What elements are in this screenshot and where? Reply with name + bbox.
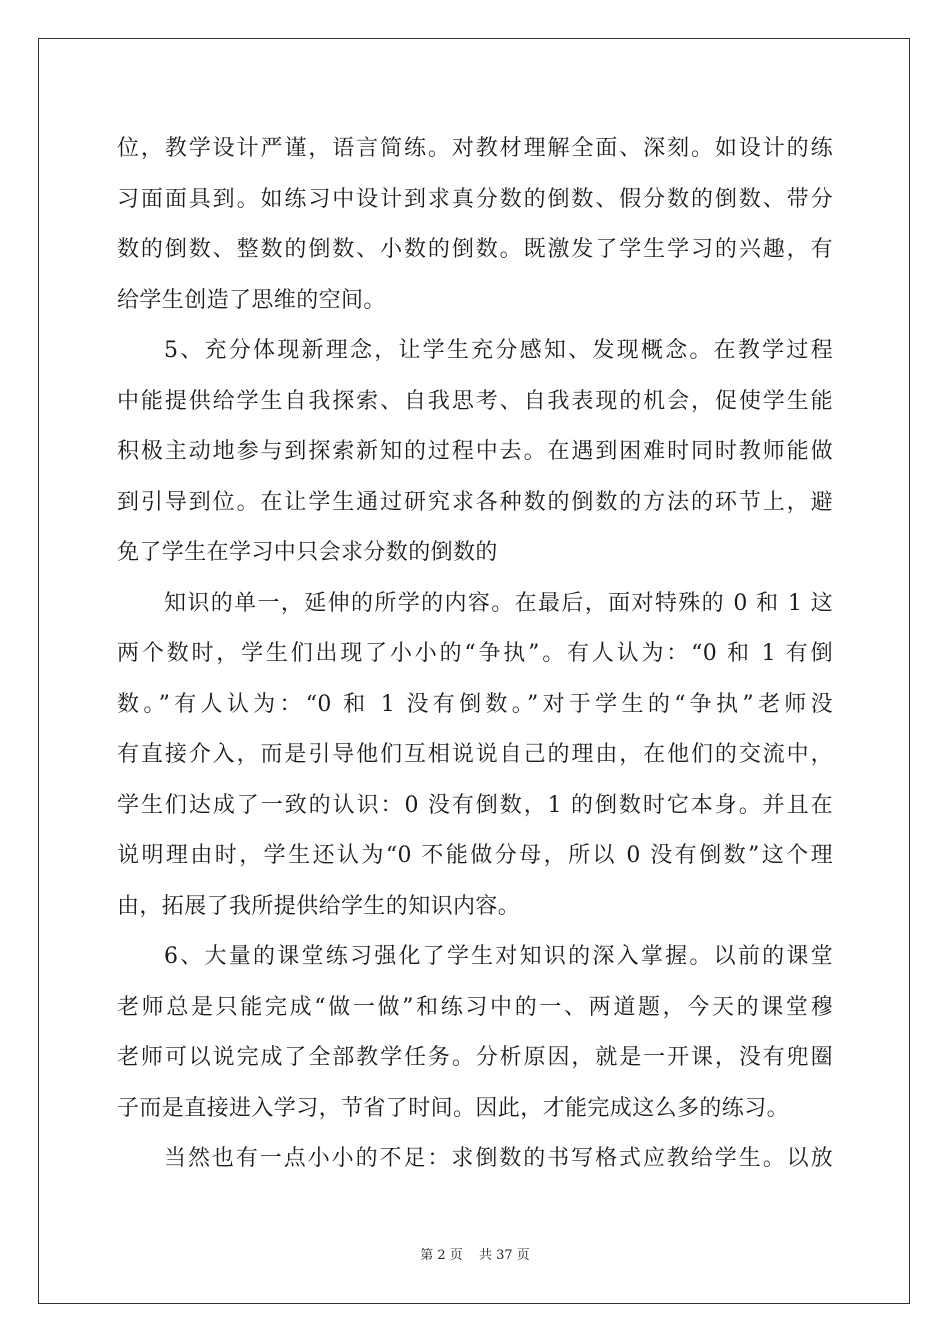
text-line: 由，拓展了我所提供给学生的知识内容。 xyxy=(117,893,521,919)
page-footer xyxy=(0,1244,950,1263)
text-line: 数。”有人认为：“0 和 1 没有倒数。”对于学生的“争执”老师没 xyxy=(117,691,833,717)
text-line: 老师可以说完成了全部教学任务。分析原因，就是一开课，没有兜圈 xyxy=(117,1045,833,1070)
text-line: 数的倒数、整数的倒数、小数的倒数。既激发了学生学习的兴趣，有 xyxy=(117,237,833,262)
text-line: 老师总是只能完成“做一做”和练习中的一、两道题，今天的课堂穆 xyxy=(117,994,833,1020)
text-line: 积极主动地参与到探索新知的过程中去。在遇到困难时同时教师能做 xyxy=(117,439,833,464)
text-line: 给学生创造了思维的空间。 xyxy=(117,287,386,313)
page-total: 共 37 页 xyxy=(478,1248,530,1263)
text-line: 当然也有一点小小的不足：求倒数的书写格式应教给学生。以放 xyxy=(164,1146,833,1171)
page-number: 第 2 页 xyxy=(420,1248,463,1263)
text-line: 说明理由时，学生还认为“0 不能做分母，所以 0 没有倒数”这个理 xyxy=(117,843,833,868)
text-line: 学生们达成了一致的认识：0 没有倒数，1 的倒数时它本身。并且在 xyxy=(117,792,833,818)
text-line: 中能提供给学生自我探索、自我思考、自我表现的机会，促使学生能 xyxy=(117,388,833,414)
text-line: 有直接介入，而是引导他们互相说说自己的理由，在他们的交流中， xyxy=(117,742,833,767)
text-line: 到引导到位。在让学生通过研究求各种数的倒数的方法的环节上，避 xyxy=(117,489,833,515)
text-line: 两个数时，学生们出现了小小的“争执”。有人认为：“0 和 1 有倒 xyxy=(117,641,833,666)
text-line: 知识的单一，延伸的所学的内容。在最后，面对特殊的 0 和 1 这 xyxy=(164,590,833,616)
document-body xyxy=(117,124,833,1185)
text-line: 6、大量的课堂练习强化了学生对知识的深入掌握。以前的课堂 xyxy=(164,944,833,969)
text-line: 子而是直接进入学习，节省了时间。因此，才能完成这么多的练习。 xyxy=(117,1095,790,1121)
text-line: 免了学生在学习中只会求分数的倒数的 xyxy=(117,540,498,565)
text-line: 5、充分体现新理念，让学生充分感知、发现概念。在教学过程 xyxy=(164,338,833,363)
text-line: 习面面具到。如练习中设计到求真分数的倒数、假分数的倒数、带分 xyxy=(117,186,833,212)
text-line: 位，教学设计严谨，语言简练。对教材理解全面、深刻。如设计的练 xyxy=(117,136,833,161)
